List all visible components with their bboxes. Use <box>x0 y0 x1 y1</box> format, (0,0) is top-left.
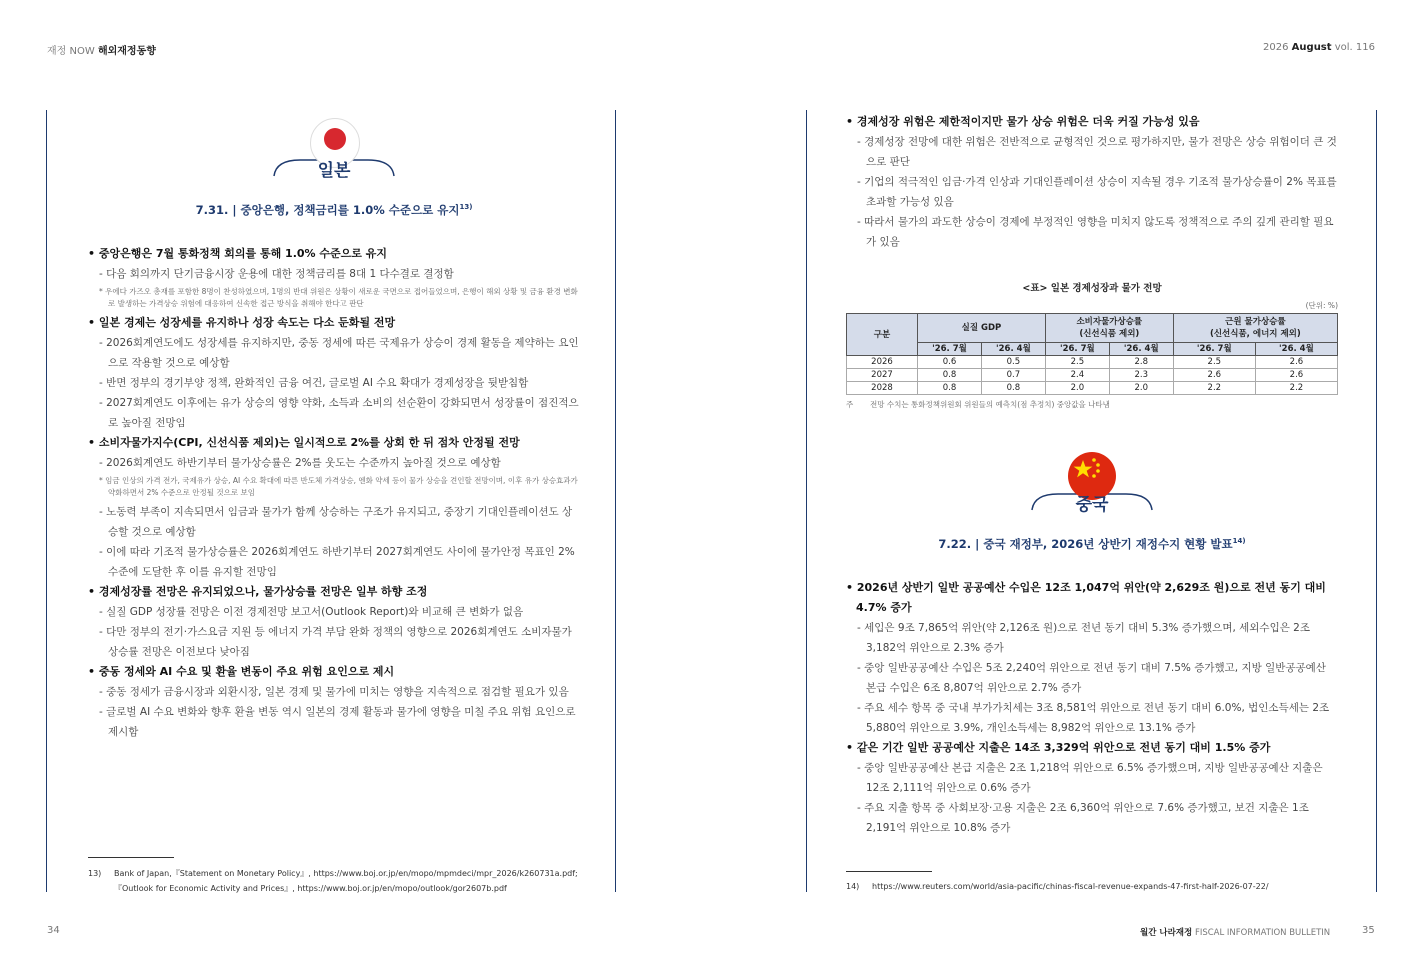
table-cell: 0.6 <box>918 356 982 369</box>
detail-text: - 이에 따라 기조적 물가상승률은 2026회계연도 하반기부터 2027회계연도 사이에 물가안정 목표인 2% 수준에 도달한 후 이를 유지할 전망임 <box>99 546 575 578</box>
right-page-number: 35 <box>1362 925 1375 936</box>
footnote-number: 13) <box>88 869 102 878</box>
table-cell: 2.2 <box>1173 382 1255 395</box>
table-cell: 2.6 <box>1255 356 1337 369</box>
header-year: 2026 <box>1263 42 1289 53</box>
table-subheader: '26. 7월 <box>918 343 982 356</box>
table-cell: 2.2 <box>1255 382 1337 395</box>
bullet-heading: • 중앙은행은 7월 통화정책 회의를 통해 1.0% 수준으로 유지 <box>88 247 387 260</box>
table-subheader: '26. 7월 <box>1045 343 1109 356</box>
left-page <box>88 118 580 742</box>
table-subheader: '26. 4월 <box>981 343 1045 356</box>
detail-text: - 다만 정부의 전기·가스요금 지원 등 에너지 가격 부담 완화 정책의 영향으로 2026회계연도 소비자물가상승률 전망은 이전보다 낮아짐 <box>99 626 572 658</box>
footnote-text: Bank of Japan,『Statement on Monetary Policy』, https://www.boj.or.jp/en/mopo/mpmdeci/mpr_2026/k260731a.pdf; <box>114 869 578 878</box>
right-body-top <box>846 112 1338 252</box>
table-note-label: 주 <box>846 400 854 409</box>
table-row <box>847 356 1338 369</box>
detail-text: - 반면 정부의 경기부양 정책, 완화적인 금융 여건, 글로벌 AI 수요 확대가 경제성장을 뒷받침함 <box>99 377 529 389</box>
bullet-heading: • 중동 정세와 AI 수요 및 환율 변동이 주요 위험 요인으로 제시 <box>88 665 395 678</box>
bullet-heading: • 경제성장 위험은 제한적이지만 물가 상승 위험은 더욱 커질 가능성 있음 <box>846 115 1200 128</box>
section-title <box>846 536 1338 552</box>
table-header-group: 근원 물가상승률 (신선식품, 에너지 제외) <box>1173 314 1337 343</box>
bullet-heading: • 2026년 상반기 일반 공공예산 수입은 12조 1,047억 위안(약 2,629조 원)으로 전년 동기 대비 4.7% 증가 <box>846 581 1326 614</box>
footnote-rule <box>88 857 174 858</box>
footer-brand <box>1140 926 1330 938</box>
detail-text: - 중앙 일반공공예산 수입은 5조 2,240억 위안으로 전년 동기 대비 7.5% 증가했고, 지방 일반공공예산 본급 수입은 6조 8,807억 위안으로 2.7% 증가 <box>857 662 1326 694</box>
bullet-heading: • 경제성장률 전망은 유지되었으나, 물가상승률 전망은 일부 하향 조정 <box>88 585 428 598</box>
detail-text: - 중앙 일반공공예산 본급 지출은 2조 1,218억 위안으로 6.5% 증가했으며, 지방 일반공공예산 지출은 12조 2,111억 위안으로 0.6% 증가 <box>857 762 1323 794</box>
footnote-ref: 14) <box>1232 537 1246 546</box>
table-cell: 2.0 <box>1109 382 1173 395</box>
table-cell: 2.4 <box>1045 369 1109 382</box>
table-cell: 0.8 <box>918 382 982 395</box>
footer-brand-en: FISCAL INFORMATION BULLETIN <box>1194 928 1331 938</box>
detail-text: - 기업의 적극적인 임금·가격 인상과 기대인플레이션 상승이 지속될 경우 기조적 물가상승률이 2% 목표를 초과할 가능성 있음 <box>857 176 1337 208</box>
table-cell: 2.8 <box>1109 356 1173 369</box>
footnote-text: https://www.reuters.com/world/asia-pacific/chinas-fiscal-revenue-expands-47-first-half-2026-07-22/ <box>872 882 1269 891</box>
detail-text: - 세입은 9조 7,865억 위안(약 2,126조 원)으로 전년 동기 대비 5.3% 증가했으며, 세외수입은 2조 3,182억 위안으로 2.3% 증가 <box>857 622 1311 654</box>
header-section: 해외재정동향 <box>97 46 156 57</box>
table-note-text: 전망 수치는 통화정책위원회 위원들의 예측치(점 추정치) 중앙값을 나타냄 <box>870 400 1110 409</box>
table-cell: 0.8 <box>918 369 982 382</box>
table-cell: 2.3 <box>1109 369 1173 382</box>
country-badge-china <box>846 452 1338 528</box>
right-page-left-rule <box>806 110 807 892</box>
table-row-year: 2027 <box>847 369 918 382</box>
detail-text: - 주요 세수 항목 중 국내 부가가치세는 3조 8,581억 위안으로 전년 동기 대비 6.0%, 법인소득세는 2조 5,880억 위안으로 3.9%, 개인소득세는 8,982억 위안으로 13.1% 증가 <box>857 702 1330 734</box>
detail-text: - 다음 회의까지 단기금융시장 운용에 대한 정책금리를 8대 1 다수결로 결정함 <box>99 268 454 280</box>
footer-brand-ko: 월간 나라재정 <box>1140 928 1193 938</box>
table-row-year: 2026 <box>847 356 918 369</box>
right-page <box>846 112 1338 838</box>
table-cell: 2.0 <box>1045 382 1109 395</box>
table-cell: 2.5 <box>1173 356 1255 369</box>
detail-text: - 2026회계연도에도 성장세를 유지하지만, 중동 정세에 따른 국제유가 상승이 경제 활동을 제약하는 요인으로 작용할 것으로 예상함 <box>99 337 579 369</box>
running-header-left <box>47 42 156 57</box>
note-text: * 임금 인상의 가격 전가, 국제유가 상승, AI 수요 확대에 따른 반도체 가격상승, 엔화 약세 등이 물가 상승을 견인할 전망이며, 이후 유가 상승효과가 약화하면서 2% 수준으로 안정될 것으로 보임 <box>99 476 578 497</box>
country-name: 일본 <box>317 161 351 181</box>
table-row-year: 2028 <box>847 382 918 395</box>
detail-text: - 중동 정세가 금융시장과 외환시장, 일본 경제 및 물가에 미치는 영향을 지속적으로 점검할 필요가 있음 <box>99 686 569 698</box>
table-cell: 0.5 <box>981 356 1045 369</box>
table-cell: 0.8 <box>981 382 1045 395</box>
footnote-13 <box>88 866 588 896</box>
table-subheader: '26. 4월 <box>1109 343 1173 356</box>
right-page-right-rule <box>1376 110 1377 892</box>
table-cell: 2.5 <box>1045 356 1109 369</box>
table-cell: 2.6 <box>1255 369 1337 382</box>
bullet-heading: • 소비자물가지수(CPI, 신선식품 제외)는 일시적으로 2%를 상회 한 뒤 점차 안정될 전망 <box>88 436 520 449</box>
header-month: August <box>1291 42 1332 53</box>
header-volume: vol. 116 <box>1334 42 1375 53</box>
left-page-number: 34 <box>47 925 60 936</box>
footnote-number: 14) <box>846 882 860 891</box>
forecast-table <box>846 313 1338 395</box>
table-header-group: 소비자물가상승률 (신선식품 제외) <box>1045 314 1173 343</box>
table-unit: (단위: %) <box>1305 301 1338 310</box>
footnote-14 <box>846 879 1346 894</box>
table-cell: 2.6 <box>1173 369 1255 382</box>
right-body-bottom <box>846 578 1338 838</box>
detail-text: - 노동력 부족이 지속되면서 임금과 물가가 함께 상승하는 구조가 유지되고, 중장기 기대인플레이션도 상승할 것으로 예상함 <box>99 506 573 538</box>
table-cell: 0.7 <box>981 369 1045 382</box>
detail-text: - 주요 지출 항목 중 사회보장·고용 지출은 2조 6,360억 위안으로 7.6% 증가했고, 보건 지출은 1조 2,191억 위안으로 10.8% 증가 <box>857 802 1309 834</box>
detail-text: - 글로벌 AI 수요 변화와 향후 환율 변동 역시 일본의 경제 활동과 물가에 영향을 미칠 주요 위험 요인으로 제시함 <box>99 706 576 738</box>
table-body <box>847 356 1338 395</box>
detail-text: - 2026회계연도 하반기부터 물가상승률은 2%를 웃도는 수준까지 높아질 것으로 예상함 <box>99 457 501 469</box>
country-name: 중국 <box>1075 495 1109 515</box>
table-subheader: '26. 4월 <box>1255 343 1337 356</box>
bullet-heading: • 일본 경제는 성장세를 유지하나 성장 속도는 다소 둔화될 전망 <box>88 316 396 329</box>
note-text: * 우에다 가즈오 총재를 포함한 8명이 찬성하였으며, 1명의 반대 위원은 상황이 새로운 국면으로 접어들었으며, 은행이 해외 상황 및 금융 환경 변화로 발생하는 가격상승 위험에 대응하여 신속한 접근 방식을 취해야 한다고 판단 <box>99 287 578 308</box>
left-page-right-rule <box>615 110 616 892</box>
table-row <box>847 369 1338 382</box>
running-header-right <box>1263 42 1375 53</box>
detail-text: - 실질 GDP 성장률 전망은 이전 경제전망 보고서(Outlook Report)와 비교해 큰 변화가 없음 <box>99 606 524 618</box>
footnote-ref: 13) <box>459 203 473 212</box>
header-prefix: 재정 NOW <box>47 46 95 57</box>
section-title <box>88 202 580 218</box>
left-body <box>88 244 580 742</box>
table-subheader: '26. 7월 <box>1173 343 1255 356</box>
left-page-left-rule <box>46 110 47 892</box>
detail-text: - 따라서 물가의 과도한 상승이 경제에 부정적인 영향을 미치지 않도록 정책적으로 주의 깊게 관리할 필요가 있음 <box>857 216 1334 248</box>
table-header-group: 실질 GDP <box>918 314 1046 343</box>
table-title: <표> 일본 경제성장과 물가 전망 <box>1022 283 1162 294</box>
bullet-heading: • 같은 기간 일반 공공예산 지출은 14조 3,329억 위안으로 전년 동기 대비 1.5% 증가 <box>846 741 1271 754</box>
table-row <box>847 382 1338 395</box>
detail-text: - 경제성장 전망에 대한 위험은 전반적으로 균형적인 것으로 평가하지만, 물가 전망은 상승 위험이더 큰 것으로 판단 <box>857 136 1337 168</box>
table-note <box>846 399 1338 410</box>
country-badge-japan <box>88 118 580 194</box>
footnote-text-2: 『Outlook for Economic Activity and Prices』, https://www.boj.or.jp/en/mopo/outlook/gor2607b.pdf <box>114 884 507 893</box>
section-title-text: 7.31. | 중앙은행, 정책금리를 1.0% 수준으로 유지 <box>195 203 460 217</box>
table-header-col0: 구분 <box>847 314 918 356</box>
section-title-text: 7.22. | 중국 재정부, 2026년 상반기 재정수지 현황 발표 <box>938 537 1233 551</box>
detail-text: - 2027회계연도 이후에는 유가 상승의 영향 약화, 소득과 소비의 선순환이 강화되면서 성장률이 점진적으로 높아질 전망임 <box>99 397 579 429</box>
footnote-rule <box>846 871 932 872</box>
